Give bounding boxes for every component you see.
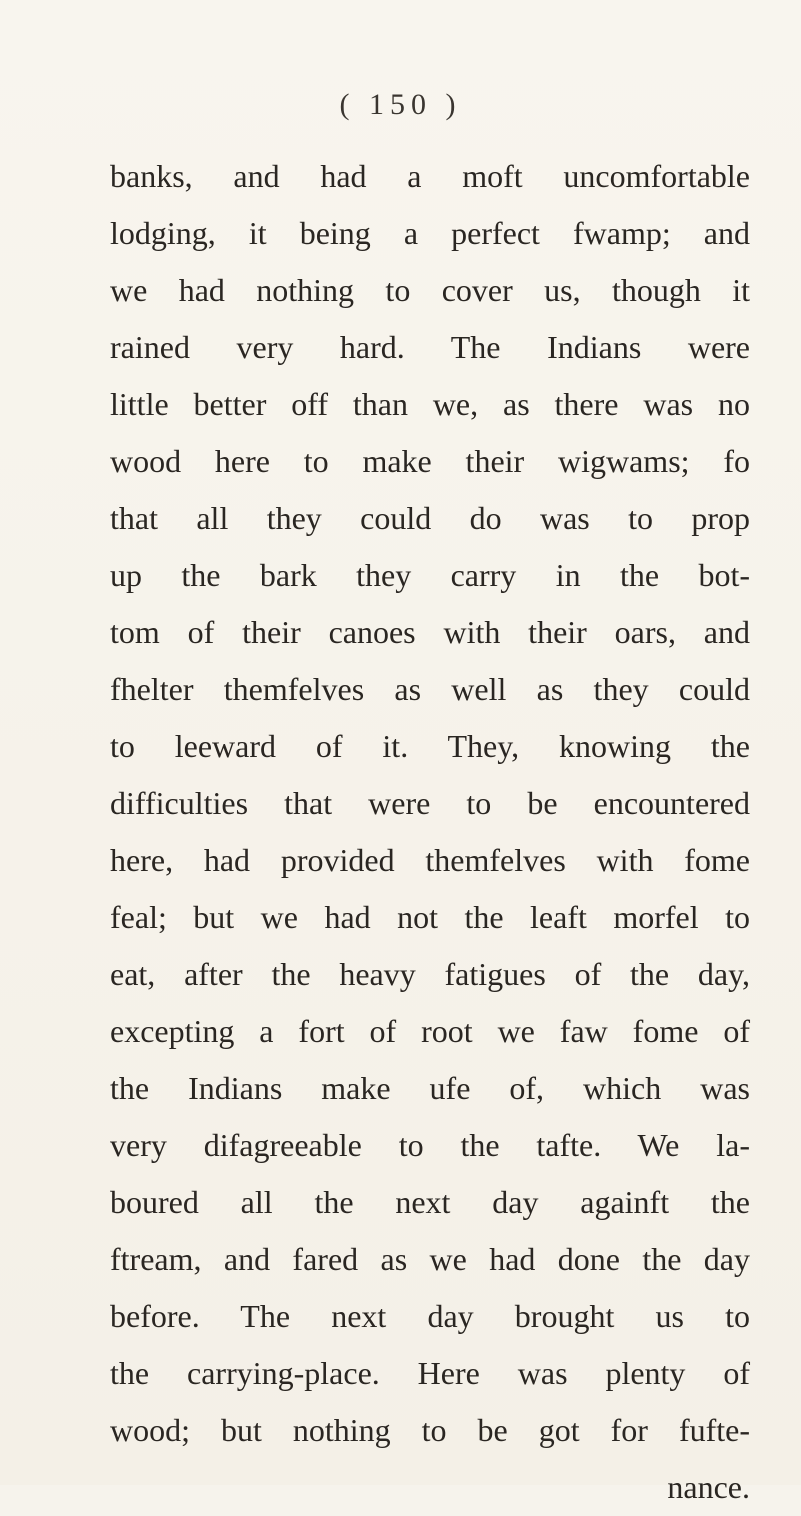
text-line: banks, and had a moft uncomfortable [110, 158, 750, 194]
text-line: boured all the next day againft the [110, 1184, 750, 1220]
text-line: wood; but nothing to be got for fufte- [110, 1412, 750, 1448]
text-line: feal; but we had not the leaft morfel to [110, 899, 750, 935]
text-line: very difagreeable to the tafte. We la- [110, 1127, 750, 1163]
text-line: difficulties that were to be encountered [110, 785, 750, 821]
text-line: little better off than we, as there was no [110, 386, 750, 422]
text-line: fhelter themfelves as well as they could [110, 671, 750, 707]
text-line: tom of their canoes with their oars, and [110, 614, 750, 650]
text-line: wood here to make their wigwams; fo [110, 443, 750, 479]
text-line: before. The next day brought us to [110, 1298, 750, 1334]
text-line: we had nothing to cover us, though it [110, 272, 750, 308]
text-line: excepting a fort of root we faw fome of [110, 1013, 750, 1049]
text-line: the Indians make ufe of, which was [110, 1070, 750, 1106]
page-number: ( 150 ) [339, 88, 462, 121]
text-line: the carrying-place. Here was plenty of [110, 1355, 750, 1391]
text-line: ftream, and fared as we had done the day [110, 1241, 750, 1277]
text-line: that all they could do was to prop [110, 500, 750, 536]
text-line-final: nance. [667, 1469, 750, 1505]
body-text [110, 148, 750, 1516]
text-line: up the bark they carry in the bot- [110, 557, 750, 593]
text-line: rained very hard. The Indians were [110, 329, 750, 365]
text-line: to leeward of it. They, knowing the [110, 728, 750, 764]
text-line: eat, after the heavy fatigues of the day, [110, 956, 750, 992]
text-line: lodging, it being a perfect fwamp; and [110, 215, 750, 251]
text-line: here, had provided themfelves with fome [110, 842, 750, 878]
